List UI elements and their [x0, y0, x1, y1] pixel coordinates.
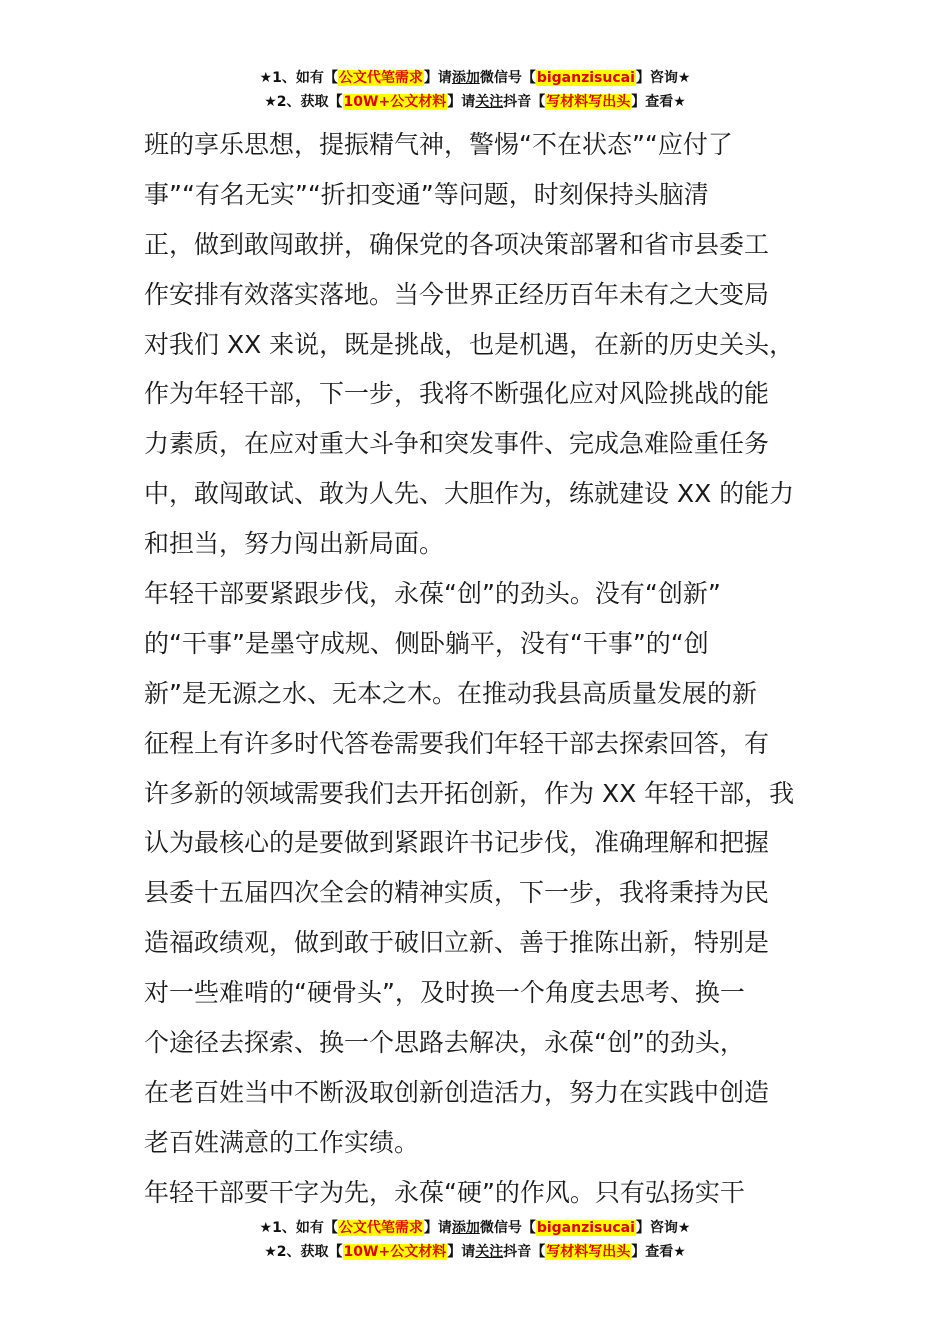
banner-text: 抖音【 [503, 94, 546, 110]
banner-text: 】请 [423, 70, 452, 86]
underlined-text: 添加 [451, 1220, 480, 1236]
star-icon: ★ [673, 1244, 686, 1260]
banner-text: 微信号【 [479, 1220, 536, 1236]
paragraph-line: 事”“有名无实”“折扣变通”等问题，时刻保持头脑清 [144, 179, 709, 209]
paragraph-line: 县委十五届四次全会的精神实质，下一步，我将秉持为民 [144, 878, 770, 908]
highlight-wechat-id: biganzisucai [536, 1220, 635, 1236]
banner-line-1 [0, 66, 950, 90]
highlight-service: 公文代笔需求 [338, 70, 423, 86]
underlined-text: 关注 [475, 94, 504, 110]
highlight-materials: 10W+公文材料 [343, 94, 447, 110]
banner-text: 】请 [447, 94, 476, 110]
banner-text: 】查看 [631, 1244, 674, 1260]
banner-text: 】请 [423, 1220, 452, 1236]
paragraph-line: 力素质，在应对重大斗争和突发事件、完成急难险重任务 [144, 429, 770, 459]
paragraph-line: 认为最核心的是要做到紧跟许书记步伐，准确理解和把握 [144, 828, 770, 858]
banner-text: 抖音【 [503, 1244, 546, 1260]
document-body [144, 120, 814, 1218]
banner-text: 2、获取【 [276, 94, 343, 110]
star-icon: ★ [259, 70, 273, 86]
paragraph-line: 班的享乐思想，提振精气神，警惕“不在状态”“应付了 [144, 130, 733, 159]
paragraph-line: 作为年轻干部，下一步，我将不断强化应对风险挑战的能 [144, 379, 770, 409]
paragraph-line: 和担当，努力闯出新局面。 [144, 529, 445, 559]
paragraph-line: 作安排有效落实落地。当今世界正经历百年未有之大变局 [144, 279, 770, 309]
highlight-materials: 10W+公文材料 [343, 1244, 447, 1260]
highlight-service: 公文代笔需求 [338, 1220, 423, 1236]
highlight-douyin: 写材料写出头 [546, 1244, 631, 1260]
star-icon: ★ [677, 1220, 691, 1236]
banner-text: 】查看 [631, 94, 674, 110]
banner-line-1 [0, 1216, 950, 1240]
paragraph-line: 新”是无源之水、无本之木。在推动我县高质量发展的新 [144, 678, 757, 708]
star-icon: ★ [673, 94, 686, 110]
banner-text: 2、获取【 [276, 1244, 343, 1260]
paragraph-line: 老百姓满意的工作实绩。 [144, 1127, 420, 1157]
paragraph-line: 征程上有许多时代答卷需要我们年轻干部去探索回答，有 [144, 728, 770, 758]
footer-banner [0, 1216, 950, 1264]
paragraph-line: 年轻干部要干字为先，永葆“硬”的作风。只有弘扬实干 [144, 1177, 745, 1207]
paragraph-line: 年轻干部要紧跟步伐，永葆“创”的劲头。没有“创新” [144, 579, 721, 609]
banner-text: 1、如有【 [272, 1220, 338, 1236]
paragraph-line: 在老百姓当中不断汲取创新创造活力，努力在实践中创造 [144, 1077, 770, 1107]
banner-text: 】咨询 [635, 70, 678, 86]
header-banner [0, 66, 950, 114]
paragraph-line: 正，做到敢闯敢拼，确保党的各项决策部署和省市县委工 [144, 229, 770, 259]
banner-line-2 [0, 1240, 950, 1264]
paragraph-line: 的“干事”是墨守成规、侧卧躺平，没有“干事”的“创 [144, 628, 709, 658]
paragraph-line: 造福政绩观，做到敢于破旧立新、善于推陈出新，特别是 [144, 928, 770, 958]
star-icon: ★ [259, 1220, 273, 1236]
highlight-douyin: 写材料写出头 [546, 94, 631, 110]
banner-text: 微信号【 [479, 70, 536, 86]
star-icon: ★ [264, 1244, 277, 1260]
underlined-text: 关注 [475, 1244, 504, 1260]
banner-text: 】请 [447, 1244, 476, 1260]
star-icon: ★ [677, 70, 691, 86]
paragraph-line: 对我们 XX 来说，既是挑战，也是机遇，在新的历史关头， [144, 329, 795, 359]
underlined-text: 添加 [451, 70, 480, 86]
banner-text: 】咨询 [635, 1220, 678, 1236]
star-icon: ★ [264, 94, 277, 110]
paragraph-line: 个途径去探索、换一个思路去解决，永葆“创”的劲头， [144, 1028, 745, 1058]
paragraph-line: 许多新的领域需要我们去开拓创新，作为 XX 年轻干部，我 [144, 778, 795, 808]
banner-text: 1、如有【 [272, 70, 338, 86]
highlight-wechat-id: biganzisucai [536, 70, 635, 86]
paragraph-line: 对一些难啃的“硬骨头”，及时换一个角度去思考、换一 [144, 978, 745, 1008]
banner-line-2 [0, 90, 950, 114]
paragraph-line: 中，敢闯敢试、敢为人先、大胆作为，练就建设 XX 的能力 [144, 479, 795, 509]
